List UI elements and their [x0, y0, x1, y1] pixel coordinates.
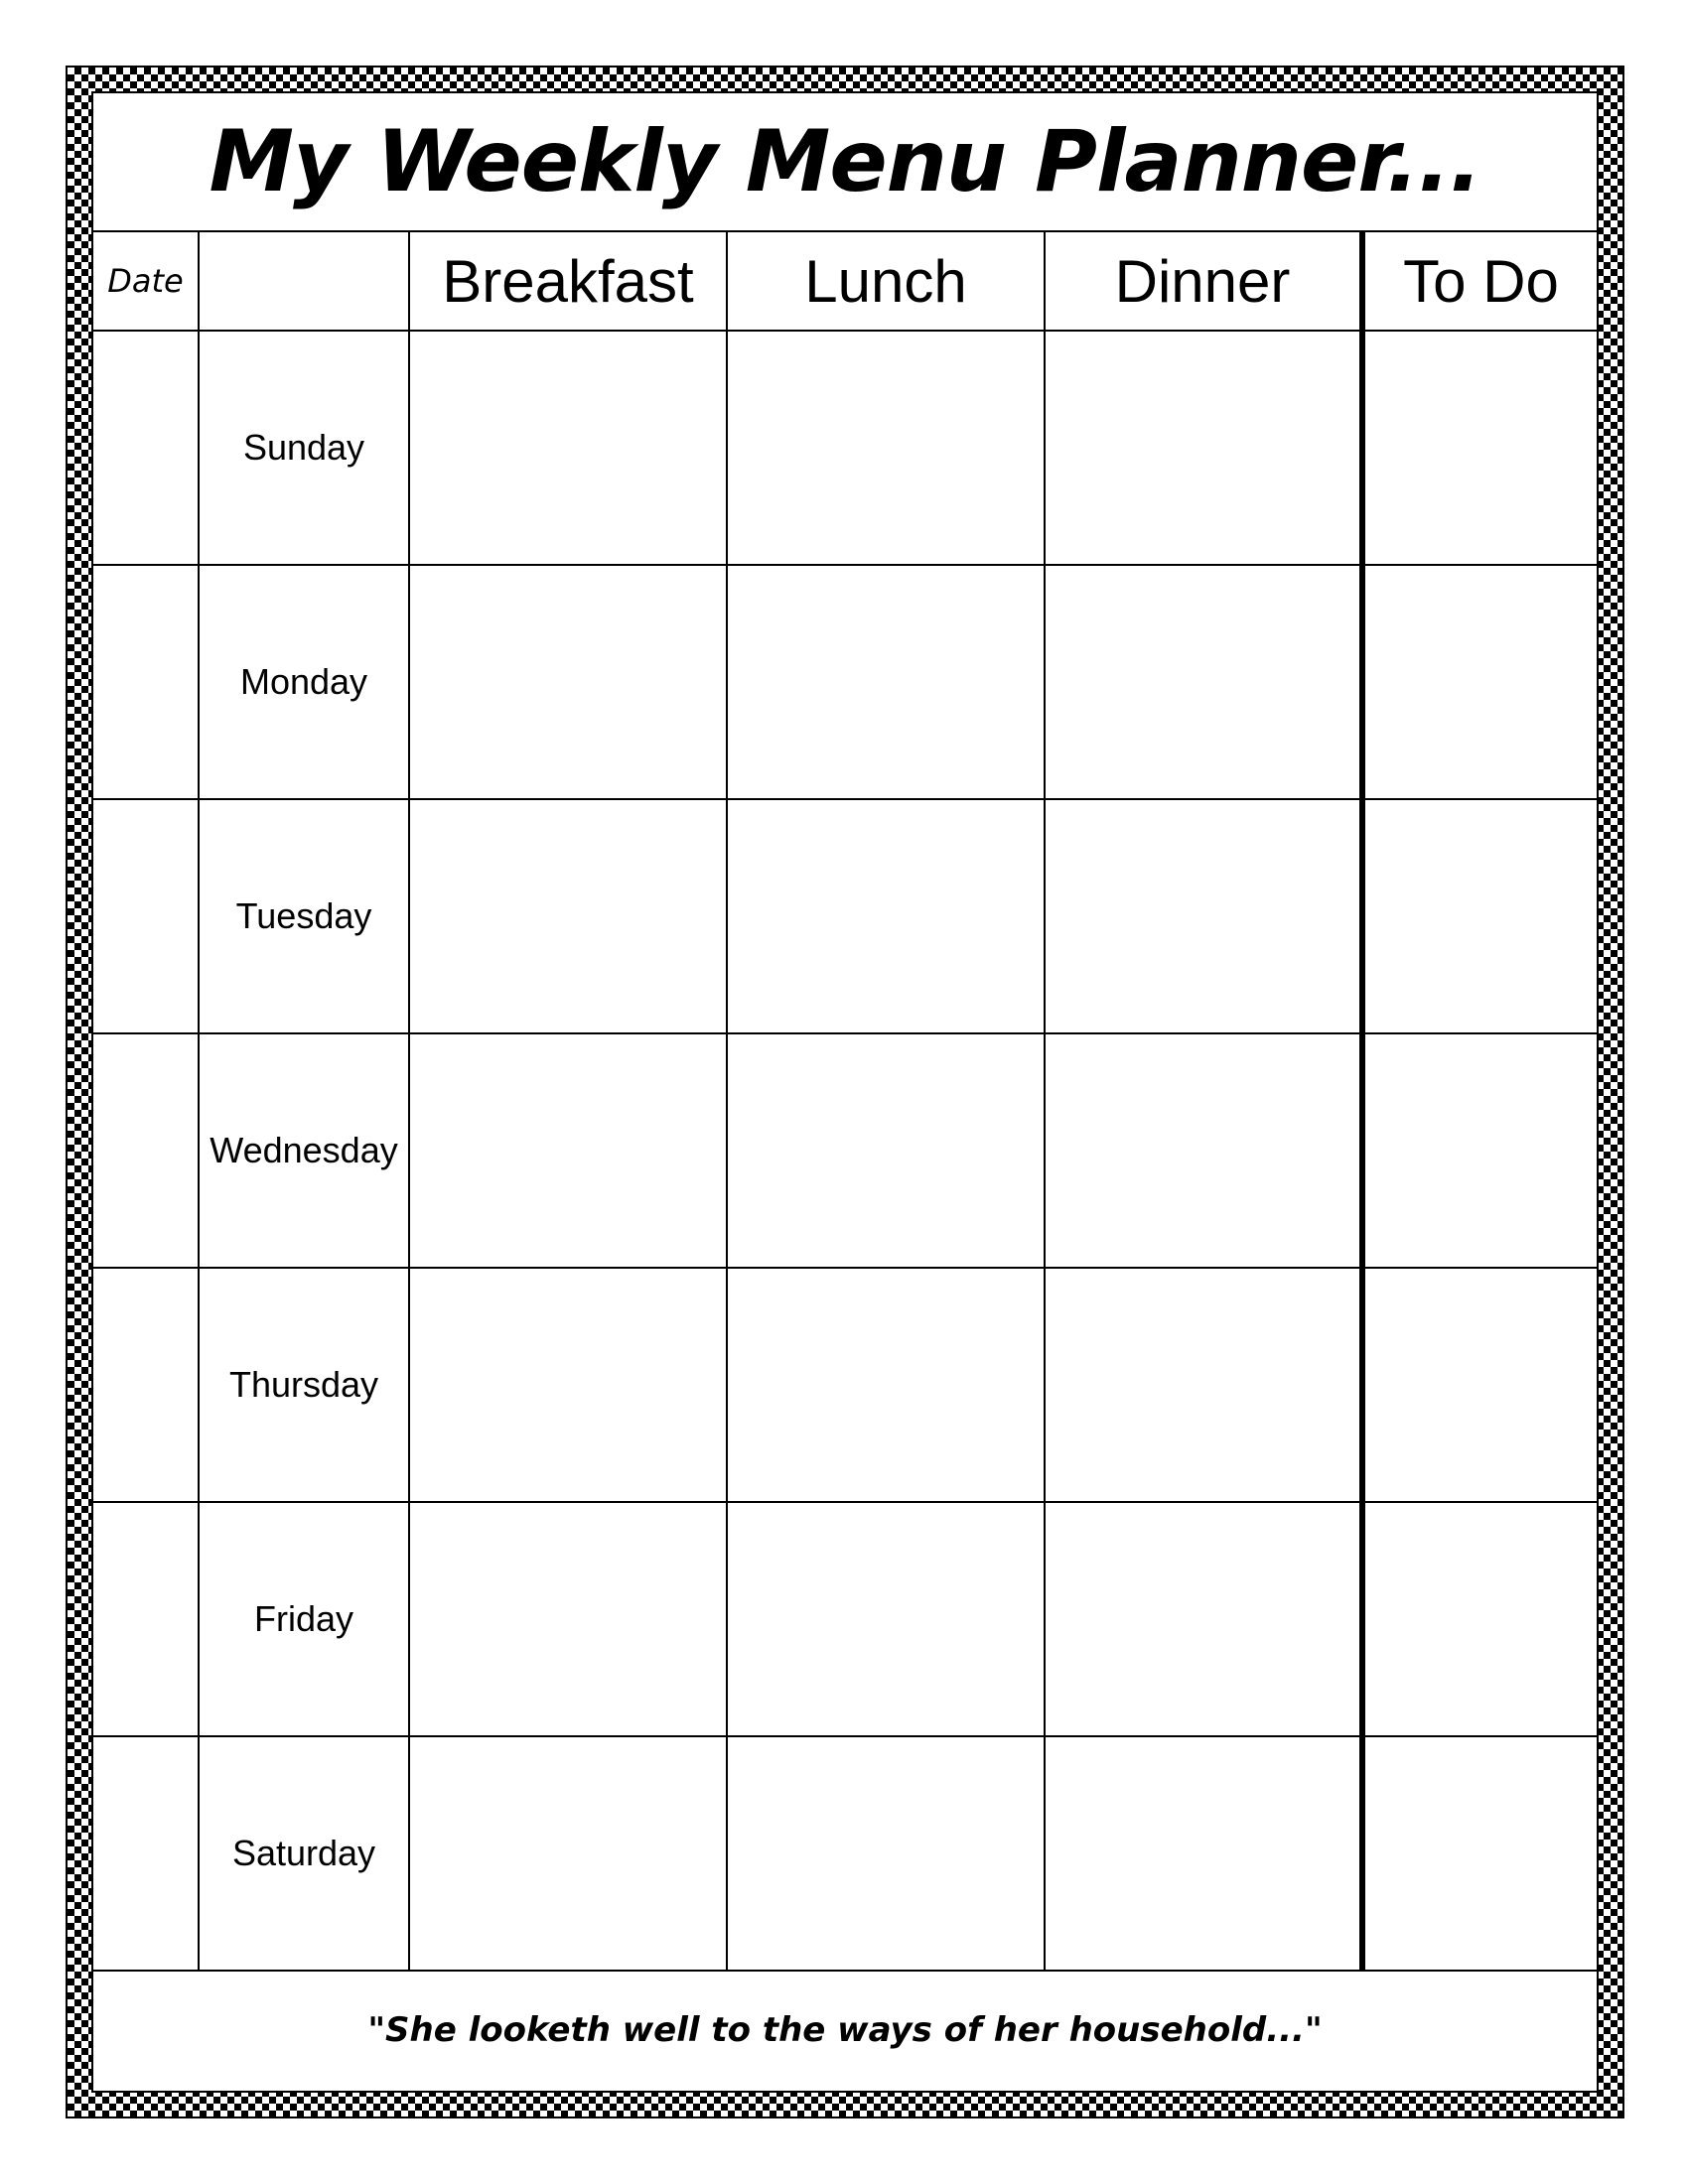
dinner-cell[interactable]	[1045, 1033, 1362, 1268]
date-cell[interactable]	[93, 565, 199, 799]
breakfast-cell[interactable]	[409, 565, 727, 799]
day-column-header	[199, 231, 409, 331]
day-label: Wednesday	[199, 1033, 409, 1268]
breakfast-cell[interactable]	[409, 1502, 727, 1736]
lunch-cell[interactable]	[727, 1736, 1045, 1971]
breakfast-cell[interactable]	[409, 1736, 727, 1971]
lunch-cell[interactable]	[727, 1268, 1045, 1502]
breakfast-cell[interactable]	[409, 799, 727, 1033]
todo-cell[interactable]	[1362, 799, 1597, 1033]
dinner-cell[interactable]	[1045, 1268, 1362, 1502]
todo-cell[interactable]	[1362, 1033, 1597, 1268]
lunch-cell[interactable]	[727, 799, 1045, 1033]
day-row-tuesday	[93, 799, 1597, 1033]
dinner-cell[interactable]	[1045, 799, 1362, 1033]
lunch-cell[interactable]	[727, 1033, 1045, 1268]
day-row-saturday	[93, 1736, 1597, 1971]
todo-cell[interactable]	[1362, 565, 1597, 799]
dinner-cell[interactable]	[1045, 1736, 1362, 1971]
date-cell[interactable]	[93, 1033, 199, 1268]
todo-cell[interactable]	[1362, 1502, 1597, 1736]
day-row-thursday	[93, 1268, 1597, 1502]
date-cell[interactable]	[93, 799, 199, 1033]
todo-cell[interactable]	[1362, 1736, 1597, 1971]
breakfast-cell[interactable]	[409, 1033, 727, 1268]
dinner-column-header: Dinner	[1045, 231, 1362, 331]
day-row-sunday	[93, 331, 1597, 565]
date-cell[interactable]	[93, 331, 199, 565]
date-cell[interactable]	[93, 1502, 199, 1736]
date-cell[interactable]	[93, 1268, 199, 1502]
day-label: Friday	[199, 1502, 409, 1736]
date-cell[interactable]	[93, 1736, 199, 1971]
planner-sheet	[91, 91, 1599, 2093]
todo-cell[interactable]	[1362, 331, 1597, 565]
footer-quote: "She looketh well to the ways of her household..."	[367, 2010, 1323, 2050]
dinner-cell[interactable]	[1045, 565, 1362, 799]
breakfast-cell[interactable]	[409, 331, 727, 565]
dinner-cell[interactable]	[1045, 1502, 1362, 1736]
breakfast-column-header: Breakfast	[409, 231, 727, 331]
day-row-monday	[93, 565, 1597, 799]
day-label: Saturday	[199, 1736, 409, 1971]
lunch-cell[interactable]	[727, 1502, 1045, 1736]
lunch-cell[interactable]	[727, 565, 1045, 799]
lunch-cell[interactable]	[727, 331, 1045, 565]
day-label: Thursday	[199, 1268, 409, 1502]
day-row-friday	[93, 1502, 1597, 1736]
lunch-column-header: Lunch	[727, 231, 1045, 331]
date-column-header: Date	[93, 231, 199, 331]
day-label: Tuesday	[199, 799, 409, 1033]
day-label: Monday	[199, 565, 409, 799]
breakfast-cell[interactable]	[409, 1268, 727, 1502]
page-title: My Weekly Menu Planner...	[209, 112, 1481, 211]
todo-column-header: To Do	[1362, 231, 1597, 331]
header-row	[93, 231, 1597, 331]
day-label: Sunday	[199, 331, 409, 565]
menu-grid	[93, 230, 1597, 1972]
dinner-cell[interactable]	[1045, 331, 1362, 565]
day-row-wednesday	[93, 1033, 1597, 1268]
todo-cell[interactable]	[1362, 1268, 1597, 1502]
